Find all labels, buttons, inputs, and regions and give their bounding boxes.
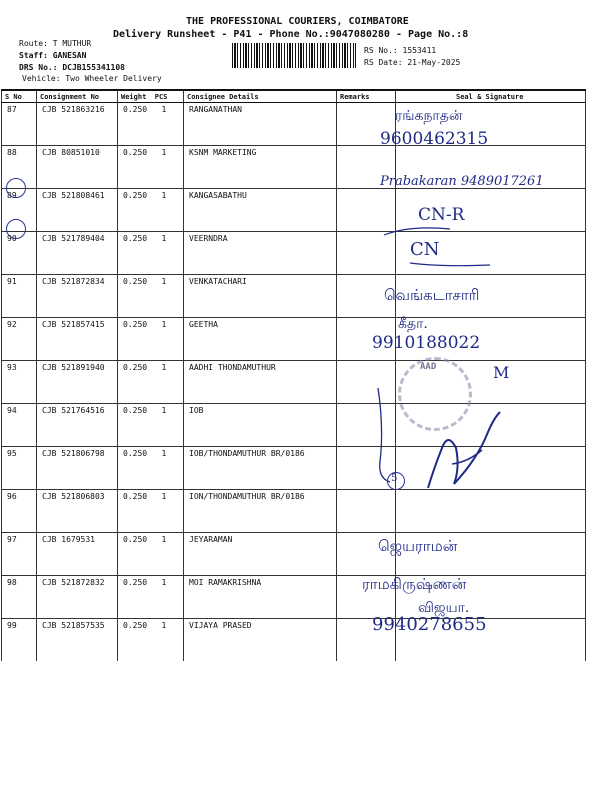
cell-pcs: 1 bbox=[161, 363, 167, 372]
cell-weight: 0.250 bbox=[123, 277, 148, 286]
staff-label: Staff: GANESAN bbox=[19, 51, 87, 60]
cell-weight: 0.250 bbox=[123, 492, 148, 501]
route-label: Route: T MUTHUR bbox=[19, 39, 92, 48]
cell-pcs: 1 bbox=[161, 320, 167, 329]
cell-consignment: CJB 521808461 bbox=[37, 189, 118, 232]
signature-94-mark: M bbox=[493, 363, 510, 382]
rs-date: RS Date: 21-May-2025 bbox=[364, 58, 461, 67]
cell-weight-pcs bbox=[118, 533, 184, 576]
table-row bbox=[2, 318, 586, 361]
table-row bbox=[2, 576, 586, 619]
cell-pcs: 1 bbox=[161, 105, 167, 114]
cell-pcs: 1 bbox=[161, 535, 167, 544]
col-seal: Seal & Signature bbox=[396, 90, 586, 103]
cell-pcs: 1 bbox=[161, 621, 167, 630]
cell-weight: 0.250 bbox=[123, 191, 148, 200]
col-sno: S No bbox=[2, 90, 37, 103]
cell-weight: 0.250 bbox=[123, 234, 148, 243]
col-pcs: PCS bbox=[154, 92, 168, 101]
table-row bbox=[2, 103, 586, 146]
cell-pcs: 1 bbox=[161, 234, 167, 243]
cell-consignee: AADHI THONDAMUTHUR bbox=[184, 361, 337, 404]
rs-number: RS No.: 1553411 bbox=[364, 46, 437, 55]
cell-consignee: RANGANATHAN bbox=[184, 103, 337, 146]
table-row bbox=[2, 533, 586, 576]
cell-pcs: 1 bbox=[161, 191, 167, 200]
cell-weight-pcs bbox=[118, 576, 184, 619]
cell-weight-pcs bbox=[118, 232, 184, 275]
cell-weight-pcs bbox=[118, 189, 184, 232]
signature-96-circle: 5 bbox=[391, 473, 398, 484]
cell-consignment: CJB 521789404 bbox=[37, 232, 118, 275]
cell-consignee: VENKATACHARI bbox=[184, 275, 337, 318]
cell-consignee: MOI RAMAKRISHNA bbox=[184, 576, 337, 619]
cell-consignment: CJB 521891940 bbox=[37, 361, 118, 404]
cell-weight-pcs bbox=[118, 318, 184, 361]
cell-weight: 0.250 bbox=[123, 148, 148, 157]
signature-92-phone: 9910188022 bbox=[372, 333, 481, 353]
cell-weight-pcs bbox=[118, 275, 184, 318]
cell-pcs: 1 bbox=[161, 148, 167, 157]
cell-consignee: ION/THONDAMUTHUR BR/0186 bbox=[184, 490, 337, 533]
signature-89: Prabakaran 9489017261 bbox=[380, 174, 544, 189]
signature-87-phone: 9600462315 bbox=[380, 129, 489, 149]
cell-consignment: CJB 521872832 bbox=[37, 576, 118, 619]
barcode-image bbox=[232, 43, 356, 68]
runsheet-title: Delivery Runsheet - P41 - Phone No.:9047080280 - Page No.:8 bbox=[113, 29, 469, 40]
cell-sno: 90 bbox=[2, 232, 37, 275]
cell-weight-pcs bbox=[118, 146, 184, 189]
cell-weight-pcs bbox=[118, 619, 184, 662]
signature-87-name: ரங்கநாதன் bbox=[395, 108, 463, 124]
col-weight: Weight bbox=[121, 92, 147, 101]
cell-consignee: KANGASABATHU bbox=[184, 189, 337, 232]
cell-sno: 92 bbox=[2, 318, 37, 361]
cell-sno: 96 bbox=[2, 490, 37, 533]
cell-weight: 0.250 bbox=[123, 621, 148, 630]
cell-weight-pcs bbox=[118, 447, 184, 490]
cell-sno: 91 bbox=[2, 275, 37, 318]
cell-pcs: 1 bbox=[161, 406, 167, 415]
cell-weight-pcs bbox=[118, 404, 184, 447]
signature-90-strokes bbox=[380, 195, 500, 275]
cell-consignment: CJB 521863216 bbox=[37, 103, 118, 146]
cell-pcs: 1 bbox=[161, 492, 167, 501]
cell-consignment: CJB 521857535 bbox=[37, 619, 118, 662]
cell-sno: 95 bbox=[2, 447, 37, 490]
col-consignment: Consignment No bbox=[37, 90, 118, 103]
cell-consignee: KSNM MARKETING bbox=[184, 146, 337, 189]
company-title: THE PROFESSIONAL COURIERS, COIMBATORE bbox=[186, 16, 409, 27]
cell-consignee: VEERNDRA bbox=[184, 232, 337, 275]
signature-99-name: விஜயா. bbox=[418, 600, 470, 616]
cell-consignment: CJB 80851010 bbox=[37, 146, 118, 189]
cell-weight: 0.250 bbox=[123, 535, 148, 544]
table-header-row bbox=[2, 90, 586, 103]
cell-consignment: CJB 521806803 bbox=[37, 490, 118, 533]
cell-sno: 93 bbox=[2, 361, 37, 404]
vehicle-label: Vehicle: Two Wheeler Delivery bbox=[22, 74, 162, 83]
cell-weight-pcs bbox=[118, 361, 184, 404]
cell-weight: 0.250 bbox=[123, 363, 148, 372]
signature-92-name: வெங்கடாசாரி bbox=[384, 286, 480, 304]
cell-sno: 89 bbox=[2, 189, 37, 232]
signature-98: ராமகிருஷ்ணன் bbox=[362, 575, 467, 593]
drs-label: DRS No.: DCJB155341108 bbox=[19, 63, 125, 72]
cell-consignment: CJB 521806798 bbox=[37, 447, 118, 490]
cell-weight: 0.250 bbox=[123, 449, 148, 458]
cell-sno: 94 bbox=[2, 404, 37, 447]
cell-pcs: 1 bbox=[161, 277, 167, 286]
signature-92-short: கீதா. bbox=[398, 316, 428, 332]
signature-90b: CN bbox=[410, 239, 440, 260]
cell-consignee: JEYARAMAN bbox=[184, 533, 337, 576]
cell-weight: 0.250 bbox=[123, 406, 148, 415]
cell-consignee: GEETHA bbox=[184, 318, 337, 361]
cell-consignee: VIJAYA PRASED bbox=[184, 619, 337, 662]
cell-pcs: 1 bbox=[161, 449, 167, 458]
cell-consignment: CJB 521857415 bbox=[37, 318, 118, 361]
stamp-text: AAD bbox=[420, 362, 437, 372]
cell-sno: 88 bbox=[2, 146, 37, 189]
cell-weight-pcs bbox=[118, 490, 184, 533]
cell-consignment: CJB 521764516 bbox=[37, 404, 118, 447]
cell-pcs: 1 bbox=[161, 578, 167, 587]
cell-weight: 0.250 bbox=[123, 320, 148, 329]
signature-90a: CN-R bbox=[418, 205, 465, 225]
col-weight-pcs bbox=[118, 90, 184, 103]
cell-weight-pcs bbox=[118, 103, 184, 146]
cell-consignment: CJB 1679531 bbox=[37, 533, 118, 576]
table-row bbox=[2, 275, 586, 318]
cell-weight: 0.250 bbox=[123, 105, 148, 114]
cell-sno: 87 bbox=[2, 103, 37, 146]
col-consignee: Consignee Details bbox=[184, 90, 337, 103]
col-remarks: Remarks bbox=[337, 90, 396, 103]
cell-consignee: IOB/THONDAMUTHUR BR/0186 bbox=[184, 447, 337, 490]
cell-sno: 99 bbox=[2, 619, 37, 662]
circle-mark-89 bbox=[6, 178, 26, 198]
cell-sno: 97 bbox=[2, 533, 37, 576]
cell-sno: 98 bbox=[2, 576, 37, 619]
cell-weight: 0.250 bbox=[123, 578, 148, 587]
signature-99-phone: 9940278655 bbox=[372, 614, 487, 635]
circle-mark-90 bbox=[6, 219, 26, 239]
table-row bbox=[2, 619, 586, 662]
cell-consignee: IOB bbox=[184, 404, 337, 447]
signature-97: ஜெயராமன் bbox=[378, 537, 458, 555]
cell-consignment: CJB 521872834 bbox=[37, 275, 118, 318]
